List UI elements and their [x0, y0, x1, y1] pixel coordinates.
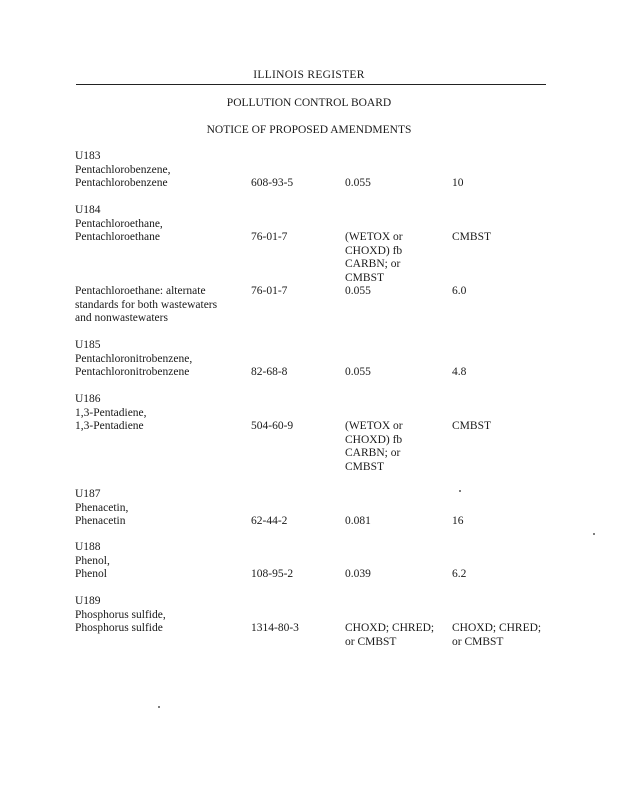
constituent-row: [75, 568, 595, 582]
register-title: ILLINOIS REGISTER: [253, 69, 365, 81]
constituent-name: Phenacetin: [75, 515, 126, 527]
waste-group-name: Pentachloroethane,: [75, 217, 163, 230]
waste-entry-u183: [75, 150, 595, 191]
nonwastewater-standard-line: CHOXD; CHRED;: [452, 622, 542, 634]
wastewater-standard-line: CHOXD; CHRED;: [345, 622, 435, 634]
scan-speck: [593, 533, 595, 535]
waste-entry-u184: [75, 204, 595, 325]
waste-entry-u187: [75, 488, 595, 529]
wastewater-standard: 0.081: [345, 515, 371, 527]
constituent-name: 1,3-Pentadiene: [75, 420, 144, 432]
wastewater-standard-line: CMBST: [345, 460, 384, 473]
waste-group-name: Phenacetin,: [75, 501, 129, 514]
constituent-row: [75, 177, 595, 191]
waste-code: U184: [75, 204, 101, 216]
constituent-row: [75, 515, 595, 529]
waste-group-name: 1,3-Pentadiene,: [75, 406, 147, 419]
cas-number: 608-93-5: [251, 177, 294, 189]
constituent-name: Pentachlorobenzene: [75, 177, 168, 189]
wastewater-standard-line: (WETOX or: [345, 231, 403, 243]
waste-entry-u188: [75, 541, 595, 582]
waste-group-name: Phenol,: [75, 554, 110, 567]
cas-number: 504-60-9: [251, 420, 294, 432]
cas-number: 76-01-7: [251, 285, 288, 297]
wastewater-standard-line: CHOXD) fb: [345, 433, 403, 446]
wastewater-standard: 0.055: [345, 366, 371, 378]
waste-code: U188: [75, 541, 101, 553]
constituent-row: [75, 285, 595, 325]
waste-code: U183: [75, 150, 101, 162]
constituent-name: Pentachloroethane: [75, 231, 160, 243]
nonwastewater-standard-line: or CMBST: [452, 635, 504, 648]
wastewater-standard: [345, 420, 403, 474]
wastewater-standard-line: (WETOX or: [345, 420, 403, 432]
nonwastewater-standard: 6.0: [452, 285, 467, 297]
wastewater-standard-line: CARBN; or: [345, 258, 401, 270]
waste-entry-u185: [75, 339, 595, 380]
waste-group-name: Pentachlorobenzene,: [75, 163, 171, 176]
waste-entry-u189: [75, 595, 595, 649]
wastewater-standard-line: CHOXD) fb: [345, 244, 403, 257]
scan-speck: [158, 706, 160, 708]
nonwastewater-standard: 6.2: [452, 568, 467, 580]
constituent-name: Phosphorus sulfide: [75, 622, 163, 634]
wastewater-standard: 0.055: [345, 285, 371, 297]
wastewater-standard-line: or CMBST: [345, 635, 397, 648]
cas-number: 82-68-8: [251, 366, 288, 378]
nonwastewater-standard: [452, 622, 541, 649]
constituent-name: Pentachloronitrobenzene: [75, 366, 190, 378]
scan-speck: [459, 490, 461, 492]
cas-number: 108-95-2: [251, 568, 294, 580]
cas-number: 76-01-7: [251, 231, 288, 243]
wastewater-standard: 0.055: [345, 177, 371, 189]
nonwastewater-standard: 16: [452, 515, 464, 527]
waste-code: U187: [75, 488, 101, 500]
nonwastewater-standard: 10: [452, 177, 464, 189]
waste-code: U185: [75, 339, 101, 351]
cas-number: 1314-80-3: [251, 622, 299, 634]
constituent-name-line: and nonwastewaters: [75, 312, 168, 324]
cas-number: 62-44-2: [251, 515, 288, 527]
board-title: POLLUTION CONTROL BOARD: [226, 97, 392, 109]
constituent-name-line: Pentachloroethane: alternate: [75, 285, 206, 297]
wastewater-standard: 0.039: [345, 568, 371, 580]
constituent-row: [75, 231, 595, 285]
waste-group-name: Phosphorus sulfide,: [75, 608, 166, 621]
wastewater-standard-line: CMBST: [345, 271, 384, 284]
nonwastewater-standard: CMBST: [452, 420, 491, 432]
waste-code: U186: [75, 393, 101, 405]
constituent-row: [75, 420, 595, 474]
waste-code: U189: [75, 595, 101, 607]
wastewater-standard: [345, 231, 403, 285]
constituent-row: [75, 622, 595, 649]
notice-title: NOTICE OF PROPOSED AMENDMENTS: [206, 124, 412, 136]
constituent-name: [75, 285, 217, 326]
header-rule: [76, 84, 546, 85]
waste-group-name: Pentachloronitrobenzene,: [75, 352, 193, 365]
wastewater-standard: [345, 622, 434, 649]
wastewater-standard-line: CARBN; or: [345, 447, 401, 459]
nonwastewater-standard: CMBST: [452, 231, 491, 243]
constituent-row: [75, 366, 595, 380]
waste-entry-u186: [75, 393, 595, 474]
constituent-name-line: standards for both wastewaters: [75, 298, 218, 311]
constituent-name: Phenol: [75, 568, 107, 580]
nonwastewater-standard: 4.8: [452, 366, 467, 378]
